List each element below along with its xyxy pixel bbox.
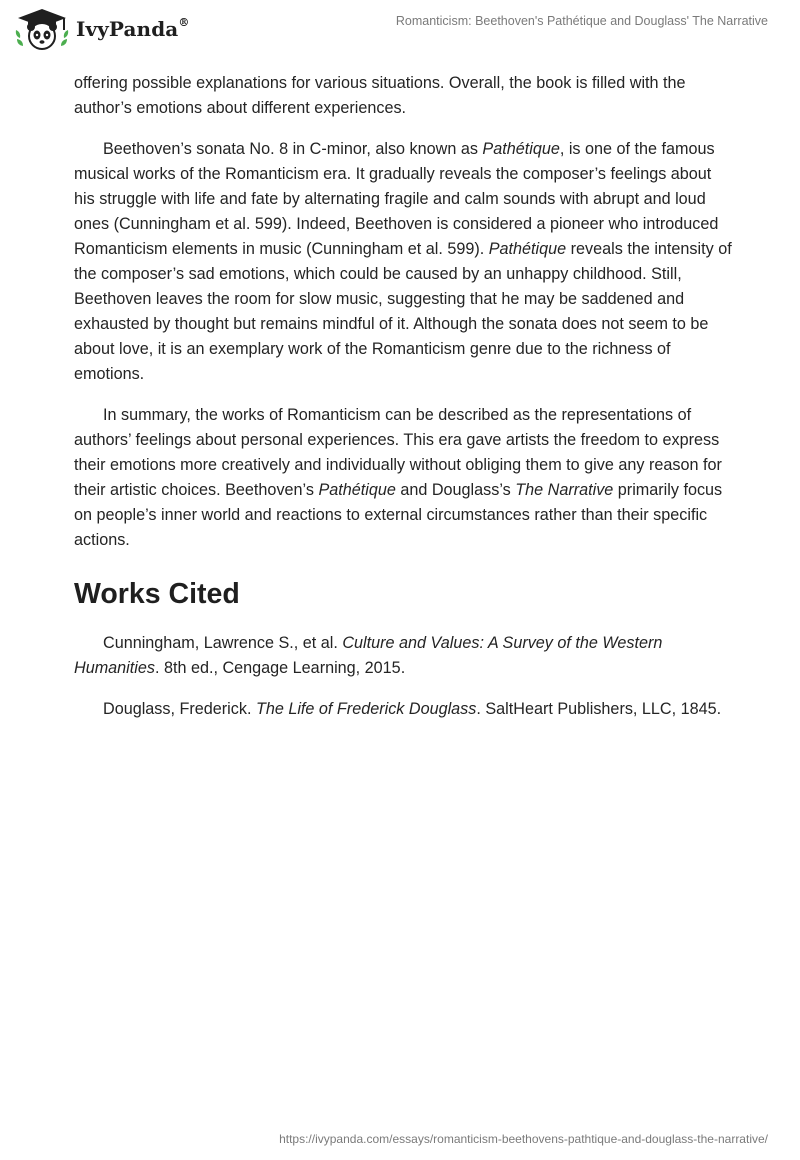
panda-graduation-cap-icon	[14, 8, 70, 50]
paragraph-3: In summary, the works of Romanticism can be described as the representations of authors’ feelings about personal experiences. This era gave artists the freedom to express their emotions more creatively and individually without obliging them to give any reason for their artistic choices. Beethoven’s Pathétique and Douglass’s The Narrative primarily focus on people’s inner world and reactions to external circumstances rather than their specific actions.	[74, 406, 723, 549]
essay-content	[74, 71, 734, 738]
source-url[interactable]: https://ivypanda.com/essays/romanticism-beethovens-pathtique-and-douglass-the-narrative/	[279, 1132, 768, 1146]
paragraph-2: Beethoven’s sonata No. 8 in C-minor, also known as Pathétique, is one of the famous musical works of the Romanticism era. It gradually reveals the composer’s feelings about his struggle with life and fate by alternating fragile and calm sounds with abrupt and loud ones (Cunningham et al. 599). Indeed, Beethoven is considered a pioneer who introduced Romanticism elements in music (Cunningham et al. 599). Pathétique reveals the intensity of the composer’s sad emotions, which could be caused by an unhappy childhood. Still, Beethoven leaves the room for slow music, suggesting that he may be saddened and exhausted by thought but remains mindful of it. Although the sonata does not seem to be about love, it is an exemplary work of the Romanticism genre due to the richness of emotions.	[74, 140, 732, 383]
paragraph-1: offering possible explanations for various situations. Overall, the book is filled with the author’s emotions about different experiences.	[74, 74, 686, 117]
ivypanda-logo[interactable]	[14, 8, 189, 50]
running-title: Romanticism: Beethoven's Pathétique and Douglass' The Narrative	[395, 14, 768, 28]
page-header	[0, 0, 800, 60]
brand-name: IvyPanda®	[76, 16, 190, 41]
citation-entry: Cunningham, Lawrence S., et al. Culture and Values: A Survey of the Western Humanities. 8th ed., Cengage Learning, 2015.	[74, 634, 663, 677]
citation-entry: Douglass, Frederick. The Life of Frederick Douglass. SaltHeart Publishers, LLC, 1845.	[103, 700, 722, 718]
works-cited-heading: Works Cited	[74, 578, 240, 610]
